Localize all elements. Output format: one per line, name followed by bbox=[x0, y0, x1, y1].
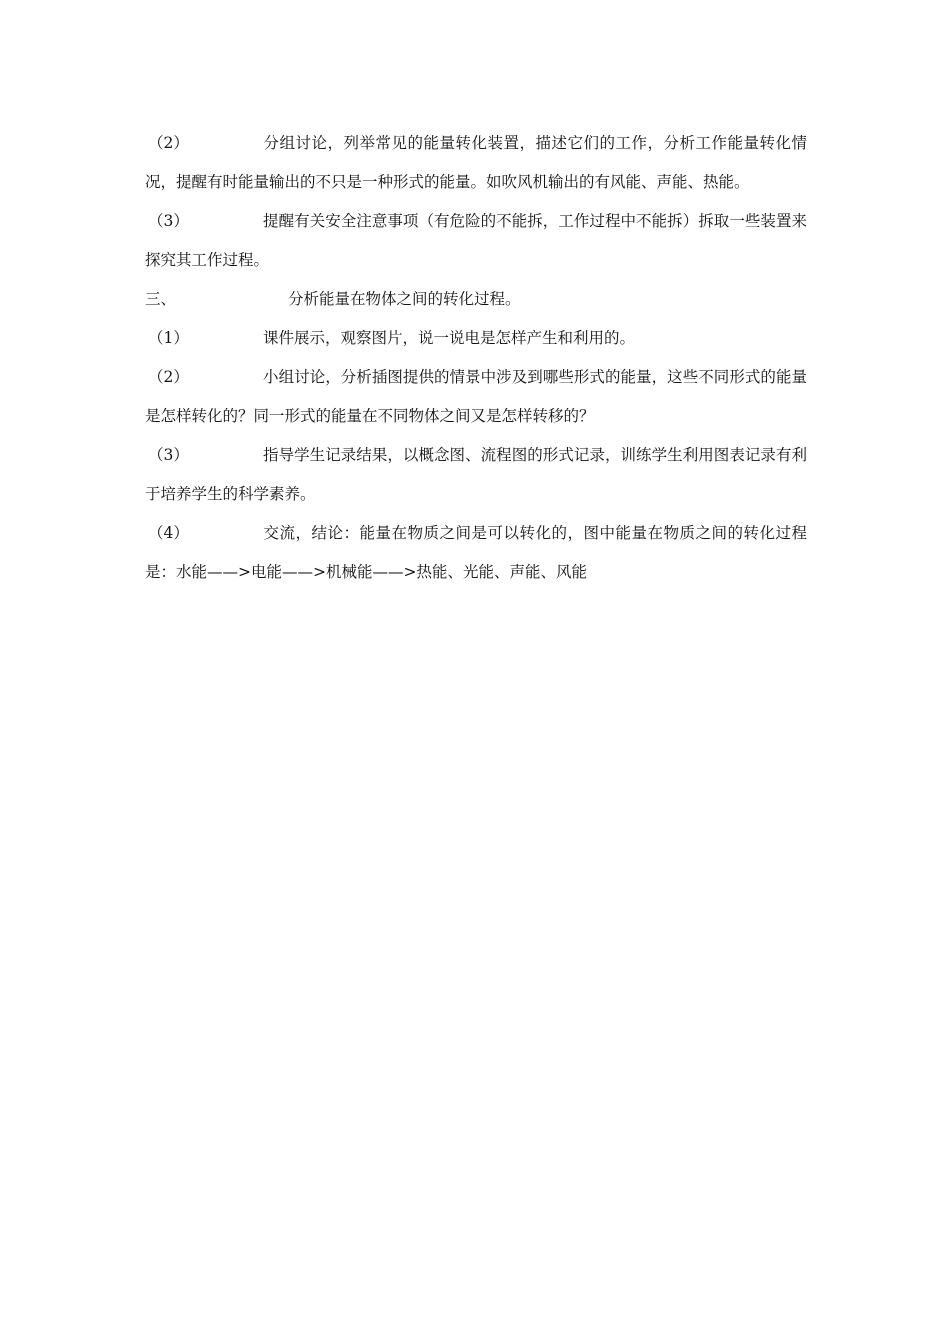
paragraph-marker: （2） bbox=[148, 368, 189, 386]
section-marker: 三、 bbox=[145, 290, 177, 308]
paragraph-marker: （3） bbox=[148, 212, 189, 230]
paragraph-2-small-group bbox=[145, 358, 807, 436]
paragraph-3-record-results bbox=[145, 436, 807, 514]
paragraph-4-conclusion bbox=[145, 514, 807, 592]
paragraph-text: 课件展示，观察图片，说一说电是怎样产生和利用的。 bbox=[263, 329, 636, 347]
paragraph-text: 提醒有关安全注意事项（有危险的不能拆，工作过程中不能拆）拆取一些装置来探究其工作过程。 bbox=[145, 212, 807, 269]
section-heading-text: 分析能量在物体之间的转化过程。 bbox=[288, 290, 521, 308]
section-heading-three bbox=[145, 280, 807, 319]
paragraph-text: 小组讨论，分析插图提供的情景中涉及到哪些形式的能量，这些不同形式的能量是怎样转化的？同一形式的能量在不同物体之间又是怎样转移的？ bbox=[145, 368, 807, 425]
paragraph-2-group-discussion bbox=[145, 124, 807, 202]
paragraph-marker: （3） bbox=[148, 446, 189, 464]
paragraph-text: 指导学生记录结果，以概念图、流程图的形式记录，训练学生利用图表记录有利于培养学生的科学素养。 bbox=[145, 446, 807, 503]
paragraph-text: 分组讨论，列举常见的能量转化装置，描述它们的工作，分析工作能量转化情况，提醒有时能量输出的不只是一种形式的能量。如吹风机输出的有风能、声能、热能。 bbox=[145, 134, 807, 191]
paragraph-3-safety-note bbox=[145, 202, 807, 280]
document-body bbox=[145, 124, 807, 592]
paragraph-marker: （1） bbox=[148, 329, 189, 347]
paragraph-1-courseware bbox=[145, 319, 807, 358]
paragraph-text: 交流，结论：能量在物质之间是可以转化的，图中能量在物质之间的转化过程是：水能——>电能——>机械能——>热能、光能、声能、风能 bbox=[145, 524, 807, 581]
paragraph-marker: （2） bbox=[148, 134, 189, 152]
paragraph-marker: （4） bbox=[148, 524, 189, 542]
